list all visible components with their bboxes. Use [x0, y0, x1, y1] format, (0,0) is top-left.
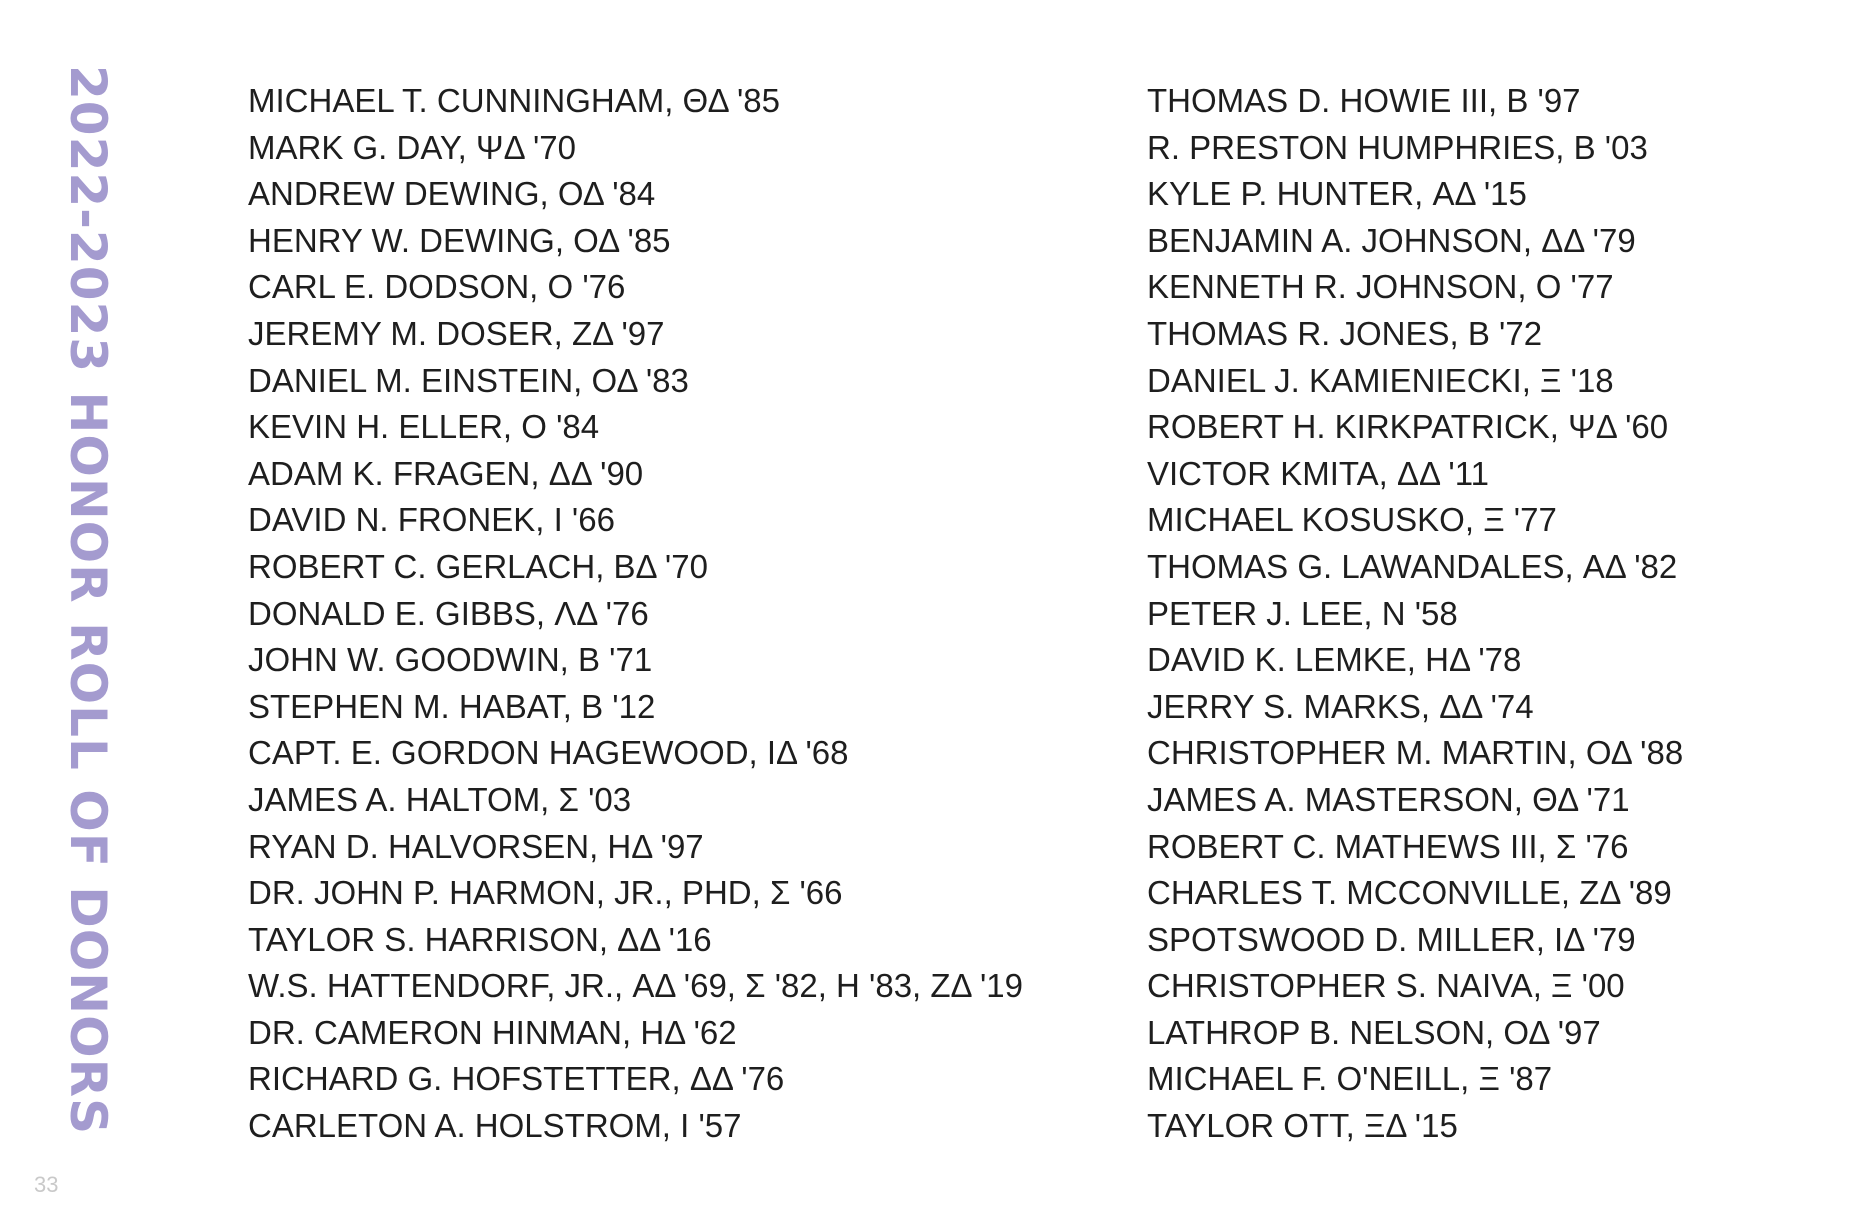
donor-entry: TAYLOR OTT, ΞΔ '15 — [1147, 1107, 1458, 1145]
donor-entry: JAMES A. HALTOM, Σ '03 — [248, 780, 632, 818]
donor-entry: DR. CAMERON HINMAN, ΗΔ '62 — [248, 1013, 737, 1051]
donor-entry: RICHARD G. HOFSTETTER, ΔΔ '76 — [248, 1060, 785, 1098]
donor-entry: MICHAEL F. O'NEILL, Ξ '87 — [1147, 1060, 1553, 1098]
donor-entry: VICTOR KMITA, ΔΔ '11 — [1147, 454, 1489, 492]
donor-entry: JOHN W. GOODWIN, Β '71 — [248, 641, 653, 679]
donor-entry: CHRISTOPHER M. MARTIN, ΟΔ '88 — [1147, 734, 1684, 772]
donor-entry: CHARLES T. MCCONVILLE, ΖΔ '89 — [1147, 874, 1672, 912]
donor-entry: DANIEL M. EINSTEIN, ΟΔ '83 — [248, 361, 689, 399]
donor-entry: DAVID N. FRONEK, Ι '66 — [248, 501, 615, 539]
donor-entry: KYLE P. HUNTER, ΑΔ '15 — [1147, 175, 1527, 213]
donor-entry: MARK G. DAY, ΨΔ '70 — [248, 128, 576, 166]
donor-entry: MICHAEL KOSUSKO, Ξ '77 — [1147, 501, 1557, 539]
donor-list-right — [1147, 78, 1683, 1150]
donor-entry: CAPT. E. GORDON HAGEWOOD, ΙΔ '68 — [248, 734, 849, 772]
donor-entry: THOMAS R. JONES, Β '72 — [1147, 314, 1543, 352]
donor-entry: JERRY S. MARKS, ΔΔ '74 — [1147, 687, 1534, 725]
donor-entry: LATHROP B. NELSON, ΟΔ '97 — [1147, 1013, 1601, 1051]
donor-entry: HENRY W. DEWING, ΟΔ '85 — [248, 221, 671, 259]
donor-entry: DAVID K. LEMKE, ΗΔ '78 — [1147, 641, 1522, 679]
donor-entry: DONALD E. GIBBS, ΛΔ '76 — [248, 594, 649, 632]
page-number: 33 — [34, 1172, 59, 1197]
donor-entry: TAYLOR S. HARRISON, ΔΔ '16 — [248, 920, 712, 958]
donor-entry: ANDREW DEWING, ΟΔ '84 — [248, 175, 656, 213]
donor-entry: CARL E. DODSON, Ο '76 — [248, 268, 626, 306]
donor-list-left — [248, 78, 1023, 1150]
donor-entry: KEVIN H. ELLER, Ο '84 — [248, 408, 600, 446]
donor-entry: RYAN D. HALVORSEN, ΗΔ '97 — [248, 827, 704, 865]
donor-entry: JEREMY M. DOSER, ΖΔ '97 — [248, 314, 665, 352]
donor-entry: CARLETON A. HOLSTROM, Ι '57 — [248, 1107, 742, 1145]
page-title: 2022-2023 HONOR ROLL OF DONORS — [59, 65, 117, 1136]
donor-entry: DANIEL J. KAMIENIECKI, Ξ '18 — [1147, 361, 1614, 399]
donor-entry: R. PRESTON HUMPHRIES, Β '03 — [1147, 128, 1648, 166]
donor-entry: ADAM K. FRAGEN, ΔΔ '90 — [248, 454, 644, 492]
donor-entry: THOMAS D. HOWIE III, Β '97 — [1147, 82, 1581, 119]
donor-entry: ROBERT H. KIRKPATRICK, ΨΔ '60 — [1147, 408, 1669, 446]
donor-entry: KENNETH R. JOHNSON, Ο '77 — [1147, 268, 1614, 306]
donor-entry: SPOTSWOOD D. MILLER, ΙΔ '79 — [1147, 920, 1636, 958]
donor-entry: STEPHEN M. HABAT, Β '12 — [248, 687, 656, 725]
donor-entry: JAMES A. MASTERSON, ΘΔ '71 — [1147, 780, 1630, 818]
donor-entry: CHRISTOPHER S. NAIVA, Ξ '00 — [1147, 967, 1625, 1005]
donor-entry: W.S. HATTENDORF, JR., ΑΔ '69, Σ '82, Η '83, ΖΔ '19 — [248, 967, 1023, 1005]
donor-entry: PETER J. LEE, Ν '58 — [1147, 594, 1458, 632]
donor-entry: ROBERT C. GERLACH, ΒΔ '70 — [248, 547, 708, 585]
side-title-container — [58, 65, 118, 1165]
donor-entry: BENJAMIN A. JOHNSON, ΔΔ '79 — [1147, 221, 1636, 259]
donor-entry: THOMAS G. LAWANDALES, ΑΔ '82 — [1147, 547, 1678, 585]
donor-entry: MICHAEL T. CUNNINGHAM, ΘΔ '85 — [248, 82, 781, 119]
donor-entry: ROBERT C. MATHEWS III, Σ '76 — [1147, 827, 1629, 865]
donor-entry: DR. JOHN P. HARMON, JR., PHD, Σ '66 — [248, 874, 843, 912]
